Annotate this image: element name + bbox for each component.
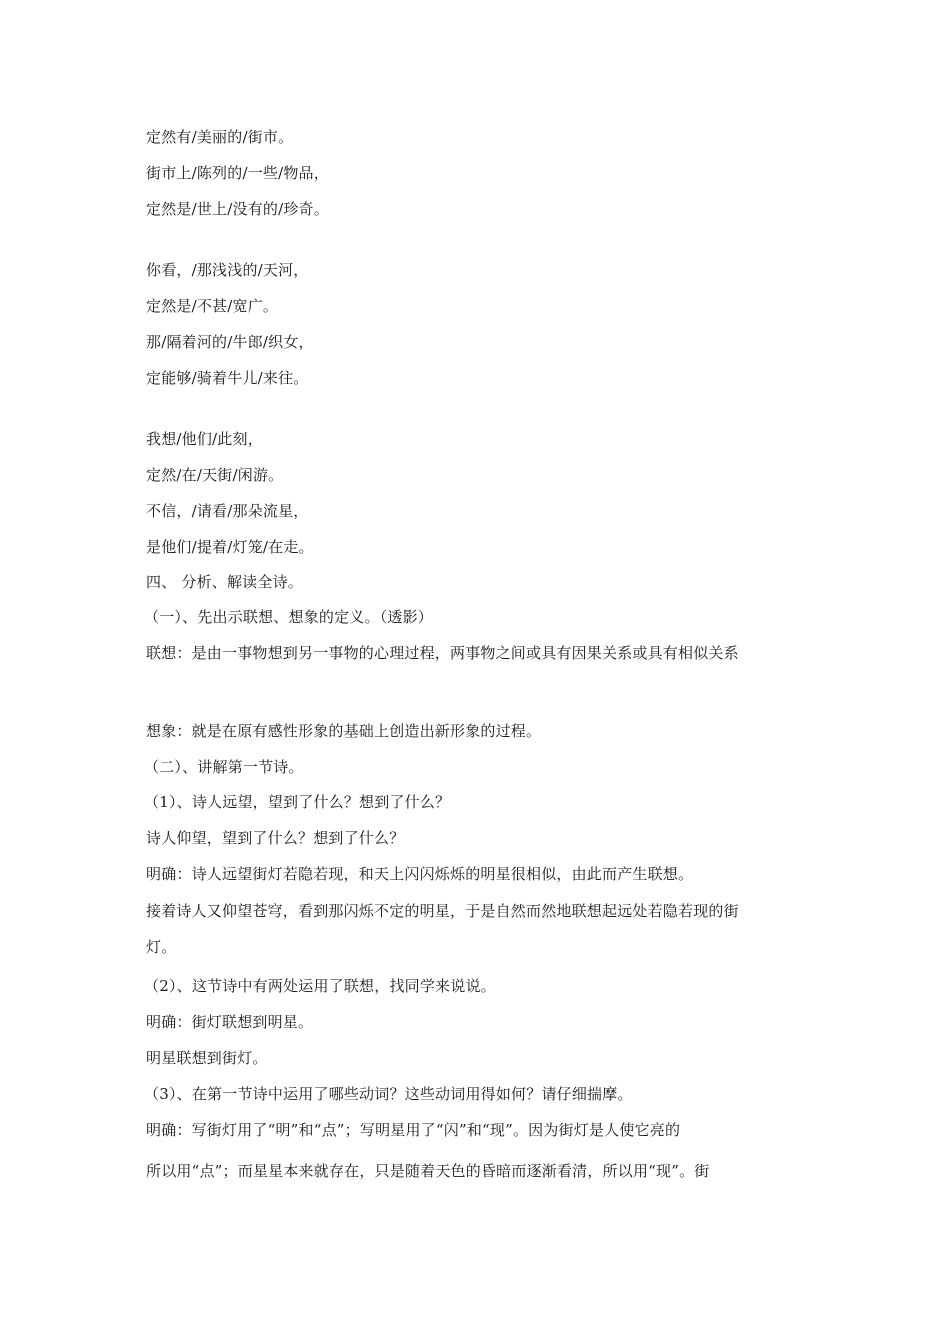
question-line: （1）、诗人远望，望到了什么？想到了什么？ [144, 793, 451, 811]
question-line: （2）、这节诗中有两处运用了联想，找同学来说说。 [144, 977, 496, 995]
paragraph-line: 接着诗人又仰望苍穹，看到那闪烁不定的明星，于是自然而然地联想起远处若隐若现的街 [146, 902, 739, 920]
poem-line: 我想/他们/此刻， [146, 430, 263, 448]
subsection-heading: （二）、讲解第一节诗。 [144, 758, 304, 776]
paragraph-line: 明星联想到街灯。 [146, 1049, 268, 1067]
paragraph-line: 所以用“点”；而星星本来就存在，只是随着天色的昏暗而逐渐看清，所以用“现”。街 [146, 1162, 710, 1180]
poem-line: 那/隔着河的/牛郎/织女， [146, 333, 314, 351]
paragraph-line: 想象：就是在原有感性形象的基础上创造出新形象的过程。 [146, 722, 542, 740]
poem-line: 定能够/骑着牛儿/来往。 [146, 369, 309, 387]
answer-line: 明确：诗人远望街灯若隐若现，和天上闪闪烁烁的明星很相似，由此而产生联想。 [146, 865, 694, 883]
subsection-heading: （一）、先出示联想、想象的定义。（透影） [144, 608, 434, 626]
poem-line: 不信，/请看/那朵流星， [146, 502, 309, 520]
paragraph-line: 灯。 [146, 938, 177, 956]
question-line: 诗人仰望，望到了什么？想到了什么？ [146, 829, 405, 847]
poem-line: 定然是/世上/没有的/珍奇。 [146, 200, 329, 218]
question-line: （3）、在第一节诗中运用了哪些动词？这些动词用得如何？请仔细揣摩。 [144, 1085, 633, 1103]
poem-line: 你看，/那浅浅的/天河， [146, 261, 309, 279]
poem-line: 是他们/提着/灯笼/在走。 [146, 538, 314, 556]
poem-line: 街市上/陈列的/一些/物品， [146, 164, 329, 182]
poem-line: 定然有/美丽的/街市。 [146, 128, 294, 146]
section-heading: 四、 分析、解读全诗。 [146, 573, 303, 591]
poem-line: 定然是/不甚/宽广。 [146, 297, 279, 315]
answer-line: 明确：街灯联想到明星。 [146, 1013, 314, 1031]
answer-line: 明确：写街灯用了“明”和“点”；写明星用了“闪”和“现”。因为街灯是人使它亮的 [146, 1121, 681, 1139]
paragraph-line: 联想：是由一事物想到另一事物的心理过程，两事物之间或具有因果关系或具有相似关系 [146, 644, 739, 662]
poem-line: 定然/在/天街/闲游。 [146, 466, 284, 484]
